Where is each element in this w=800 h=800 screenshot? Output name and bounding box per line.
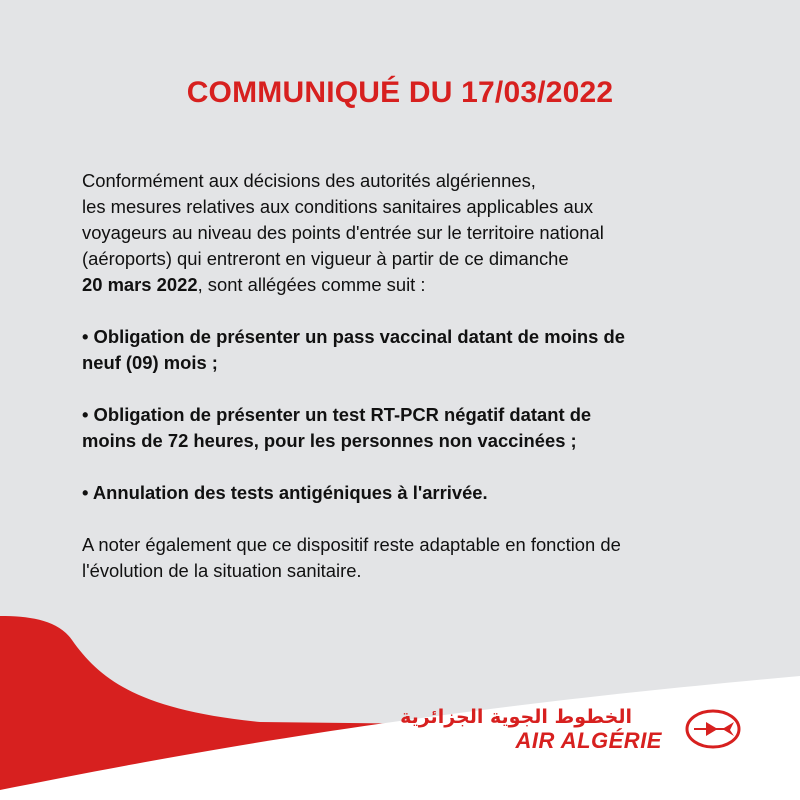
bullet-test-pcr <box>82 402 762 454</box>
note-line-2: l'évolution de la situation sanitaire. <box>82 560 362 581</box>
intro-line-5-rest: , sont allégées comme suit : <box>197 274 426 295</box>
bullet-2-line-2: moins de 72 heures, pour les personnes non vaccinées ; <box>82 430 577 451</box>
bottom-swoosh-graphic <box>0 600 800 800</box>
bullet-2-line-1: • Obligation de présenter un test RT-PCR négatif datant de <box>82 404 592 425</box>
bullet-pass-vaccinal <box>82 324 762 376</box>
bullet-1-line-1: • Obligation de présenter un pass vaccinal datant de moins de <box>82 326 625 347</box>
bullet-annulation-tests <box>82 480 762 506</box>
note-paragraph <box>82 532 762 584</box>
page-title: COMMUNIQUÉ DU 17/03/2022 <box>186 76 614 109</box>
bullet-3-line-1: • Annulation des tests antigéniques à l'arrivée. <box>82 482 488 503</box>
intro-line-3: voyageurs au niveau des points d'entrée sur le territoire national <box>82 222 604 243</box>
air-algerie-logo <box>400 706 750 766</box>
intro-paragraph <box>82 168 762 298</box>
intro-line-2: les mesures relatives aux conditions sanitaires applicables aux <box>82 196 594 217</box>
note-line-1: A noter également que ce dispositif reste adaptable en fonction de <box>82 534 621 555</box>
air-algerie-emblem-icon <box>684 708 742 750</box>
logo-latin-text: AIR ALGÉRIE <box>515 728 662 753</box>
logo-arabic-text: الخطوط الجوية الجزائرية <box>400 706 632 728</box>
communique-body <box>82 168 762 584</box>
effective-date: 20 mars 2022 <box>82 274 198 295</box>
bullet-1-line-2: neuf (09) mois ; <box>82 352 218 373</box>
intro-line-1: Conformément aux décisions des autorités algériennes, <box>82 170 536 191</box>
intro-line-5 <box>82 272 762 298</box>
intro-line-4: (aéroports) qui entreront en vigueur à partir de ce dimanche <box>82 248 569 269</box>
